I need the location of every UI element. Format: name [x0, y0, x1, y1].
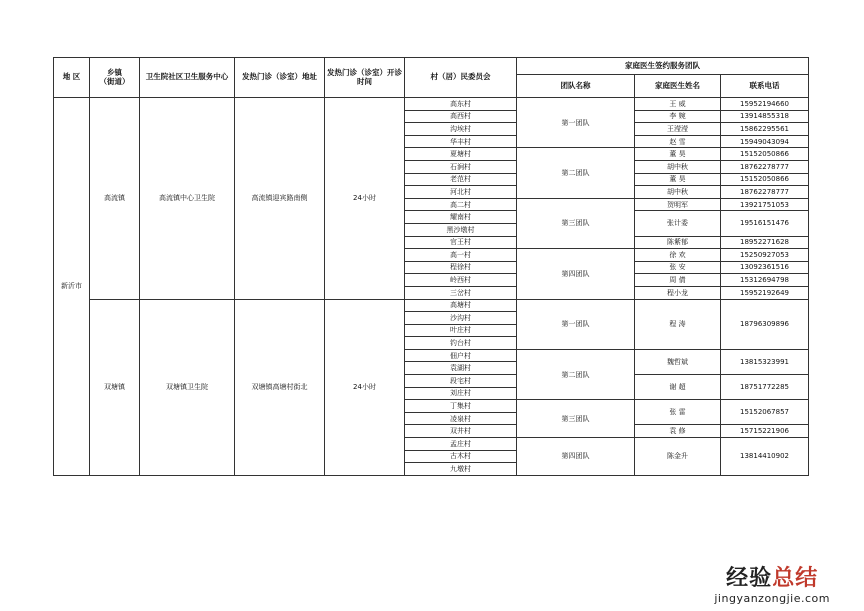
header-clinic-address: 发热门诊（诊室）地址	[235, 58, 325, 98]
village-cell: 钓台村	[405, 337, 517, 350]
village-cell: 孟庄村	[405, 438, 517, 451]
header-center: 卫生院社区卫生服务中心	[140, 58, 235, 98]
village-cell: 老范村	[405, 173, 517, 186]
header-service-team: 家庭医生签约服务团队	[517, 58, 809, 75]
doctor-name-cell: 张 雷	[635, 400, 721, 425]
doctor-phone-cell: 13914855318	[721, 110, 809, 123]
team-name-cell: 第四团队	[517, 249, 635, 299]
doctor-phone-cell: 15152067857	[721, 400, 809, 425]
village-cell: 岭西村	[405, 274, 517, 287]
doctor-phone-cell: 15312694798	[721, 274, 809, 287]
doctor-phone-cell: 18762278777	[721, 160, 809, 173]
team-name-cell: 第二团队	[517, 148, 635, 198]
doctor-name-cell: 袁 修	[635, 425, 721, 438]
team-name-cell: 第四团队	[517, 438, 635, 476]
doctor-phone-cell: 18762278777	[721, 186, 809, 199]
village-cell: 沙沟村	[405, 312, 517, 325]
doctor-service-table	[53, 57, 809, 476]
village-cell: 耀南村	[405, 211, 517, 224]
team-name-cell: 第三团队	[517, 198, 635, 248]
team-name-cell: 第二团队	[517, 349, 635, 399]
village-cell: 高一村	[405, 249, 517, 262]
table-row	[54, 299, 809, 312]
table-row	[54, 98, 809, 111]
doctor-name-cell: 张 安	[635, 261, 721, 274]
village-cell: 黑沙墩村	[405, 223, 517, 236]
village-cell: 夏塘村	[405, 148, 517, 161]
doctor-name-cell: 陈紫郁	[635, 236, 721, 249]
doctor-name-cell: 李 婉	[635, 110, 721, 123]
center-cell: 双塘镇卫生院	[140, 299, 235, 475]
village-cell: 叶庄村	[405, 324, 517, 337]
team-name-cell: 第三团队	[517, 400, 635, 438]
doctor-phone-cell: 15949043094	[721, 135, 809, 148]
village-cell: 段宅村	[405, 375, 517, 388]
village-cell: 高西村	[405, 110, 517, 123]
village-cell: 高东村	[405, 98, 517, 111]
town-cell: 高流镇	[90, 98, 140, 300]
village-cell: 官王村	[405, 236, 517, 249]
town-cell: 双塘镇	[90, 299, 140, 475]
village-cell: 刘庄村	[405, 387, 517, 400]
doctor-name-cell: 陈金升	[635, 438, 721, 476]
village-cell: 高二村	[405, 198, 517, 211]
village-cell: 凌泉村	[405, 412, 517, 425]
doctor-phone-cell: 15862295561	[721, 123, 809, 136]
header-team-name: 团队名称	[517, 75, 635, 98]
clinic-hours-cell: 24小时	[325, 299, 405, 475]
village-cell: 三岔村	[405, 286, 517, 299]
doctor-phone-cell: 18952271628	[721, 236, 809, 249]
village-cell: 石涧村	[405, 160, 517, 173]
doctor-name-cell: 王滢滢	[635, 123, 721, 136]
header-village: 村（居）民委员会	[405, 58, 517, 98]
doctor-phone-cell: 15152050866	[721, 173, 809, 186]
doctor-name-cell: 董 昊	[635, 173, 721, 186]
doctor-phone-cell: 15250927053	[721, 249, 809, 262]
village-cell: 程徐村	[405, 261, 517, 274]
doctor-phone-cell: 15715221906	[721, 425, 809, 438]
doctor-name-cell: 程小龙	[635, 286, 721, 299]
header-phone: 联系电话	[721, 75, 809, 98]
clinic-address-cell: 双塘镇高塘村街北	[235, 299, 325, 475]
doctor-name-cell: 周 倩	[635, 274, 721, 287]
doctor-phone-cell: 15952192649	[721, 286, 809, 299]
doctor-name-cell: 胡中秋	[635, 160, 721, 173]
watermark	[714, 561, 830, 605]
watermark-url: jingyanzongjie.com	[714, 592, 830, 605]
doctor-phone-cell: 19516151476	[721, 211, 809, 236]
doctor-name-cell: 谢 超	[635, 375, 721, 400]
doctor-name-cell: 董 昊	[635, 148, 721, 161]
village-cell: 袁湖村	[405, 362, 517, 375]
doctor-phone-cell: 18751772285	[721, 375, 809, 400]
doctor-phone-cell: 18796309896	[721, 299, 809, 349]
header-clinic-hours: 发热门诊（诊室）开诊时间	[325, 58, 405, 98]
header-town: 乡镇 （街道）	[90, 58, 140, 98]
doctor-name-cell: 胡中秋	[635, 186, 721, 199]
village-cell: 双井村	[405, 425, 517, 438]
village-cell: 佃户村	[405, 349, 517, 362]
watermark-title-b: 总结	[772, 566, 819, 591]
doctor-name-cell: 徐 欢	[635, 249, 721, 262]
doctor-phone-cell: 15152050866	[721, 148, 809, 161]
region-cell: 新沂市	[54, 98, 90, 476]
village-cell: 丁集村	[405, 400, 517, 413]
doctor-phone-cell: 15952194660	[721, 98, 809, 111]
header-doctor-name: 家庭医生姓名	[635, 75, 721, 98]
doctor-name-cell: 魏哲斌	[635, 349, 721, 374]
doctor-name-cell: 张计委	[635, 211, 721, 236]
team-name-cell: 第一团队	[517, 299, 635, 349]
watermark-title-a: 经验	[726, 566, 773, 591]
clinic-address-cell: 高流镇迎宾路南侧	[235, 98, 325, 300]
doctor-phone-cell: 13815323991	[721, 349, 809, 374]
doctor-name-cell: 程 涛	[635, 299, 721, 349]
doctor-phone-cell: 13814410902	[721, 438, 809, 476]
doctor-name-cell: 贺明军	[635, 198, 721, 211]
doctor-phone-cell: 13921751053	[721, 198, 809, 211]
village-cell: 高塘村	[405, 299, 517, 312]
village-cell: 华丰村	[405, 135, 517, 148]
center-cell: 高流镇中心卫生院	[140, 98, 235, 300]
team-name-cell: 第一团队	[517, 98, 635, 148]
village-cell: 河北村	[405, 186, 517, 199]
header-region: 地 区	[54, 58, 90, 98]
doctor-name-cell: 赵 雪	[635, 135, 721, 148]
table-body	[54, 98, 809, 476]
village-cell: 沟埃村	[405, 123, 517, 136]
village-cell: 古木村	[405, 450, 517, 463]
doctor-name-cell: 王 威	[635, 98, 721, 111]
watermark-title	[714, 561, 830, 592]
clinic-hours-cell: 24小时	[325, 98, 405, 300]
village-cell: 九墩村	[405, 463, 517, 476]
doctor-phone-cell: 13092361516	[721, 261, 809, 274]
